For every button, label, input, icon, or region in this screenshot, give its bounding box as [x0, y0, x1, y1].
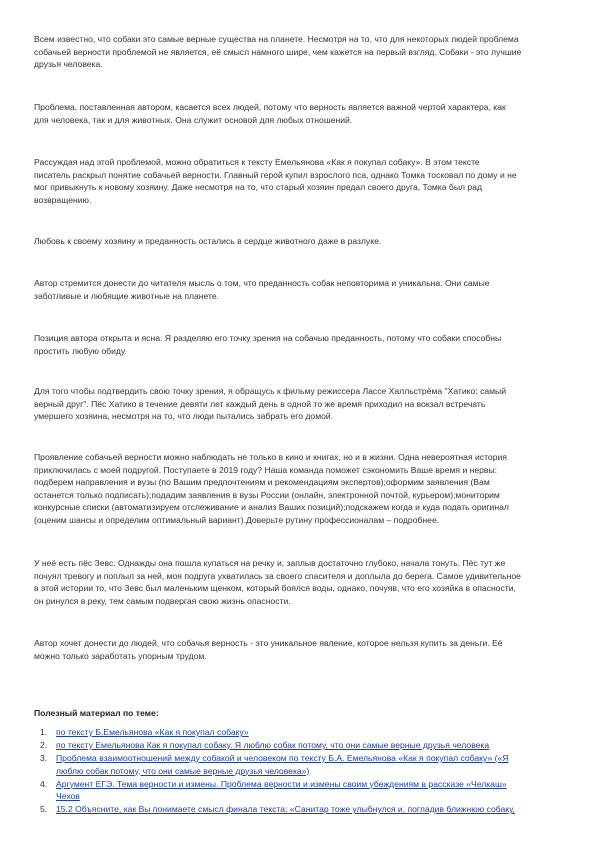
useful-link[interactable]: по тексту Б.Емельянова «Как я покупал собаку» [56, 727, 249, 737]
list-item [34, 739, 564, 752]
list-number: 5. [40, 804, 48, 814]
list-number: 1. [40, 727, 48, 737]
paragraph-zeus-story: У неё есть пёс Зевс. Однажды она пошла купаться на речку и, заплыв достаточно глубоко, начала тонуть. Пёс тут же почуял тревогу и поплыл за ней, моя подруга ухватилась за своего спасителя и доплыла до берега. Самое удивительное в этой истории то, что Зевс был маленьким щенком, который боялся воды, однако, почуяв, что его хозяйка в опасности, он ринулся в реку, тем самым подвергая свою жизнь опасности. [34, 558, 521, 606]
useful-link[interactable]: 15.2 Объясните, как Вы понимаете смысл финала текста: «Санитар тоже улыбнулся и, погладив ближнюю собаку, [56, 804, 515, 814]
useful-link[interactable]: Проблема взаимоотношений между собакой и человеком по тексту Б.А. Емельянова «Как я покупал собаку» («Я люблю собак потому, что они самые верные друзья человека») [56, 753, 509, 776]
paragraph-argument-film: Для того чтобы подтвердить свою точку зрения, я обращусь к фильму режиссера Лассе Халльстрёма "Хатико: самый верный друг". Пёс Хатико в течение девяти лет каждый день в одной то же время приходил на вокзал встречать умершего хозяина, несмотря на то, что люди пытались забрать его домой. [34, 386, 507, 421]
paragraph-author-position: Автор стремится донести до читателя мысль о том, что преданность собак неповторима и уникальна. Они самые заботливые и любящие животные на планете. [34, 278, 490, 301]
paragraph-problem: Проблема, поставленная автором, касается всех людей, потому что верность является важной чертой характера, как для человека, так и для животных. Она служит основой для любых отношений. [34, 102, 506, 125]
paragraph-life-example: Проявление собачьей верности можно наблюдать не только в кино и книгах, но и в жизни. Одна невероятная история приключилась с моей подругой. Поступаете в 2019 году? Наша команда поможет сэкономить Ваше время и нервы: подберем направления и вузы (по Вашим предпочтениям и рекомендациям экспертов);оформим заявления (Вам останется только подписать);подадим заявления в вузы России (онлайн, электронной почтой, курьером);мониторим конкурсные списки (автоматизируем отслеживание и анализ Ваших позиций);подскажем когда и куда подать оригинал (оценим шансы и определим оптимальный вариант).Доверьте рутину профессионалам – подробнее. [34, 452, 509, 525]
list-item [34, 803, 564, 816]
paragraph-agreement: Позиция автора открыта и ясна. Я разделяю его точку зрения на собачью преданность, потому что собаки способны простить любую обиду. [34, 333, 502, 356]
list-item [34, 726, 564, 739]
paragraph-conclusion: Автор хочет донести до людей, что собачья верность - это уникальное явление, которое нельзя купить за деньги. Её можно только заработать упорным трудом. [34, 638, 503, 661]
useful-material-heading: Полезный материал по теме: [34, 708, 159, 718]
list-number: 3. [40, 753, 48, 763]
paragraph-argument-book: Рассуждая над этой проблемой, можно обратиться к тексту Емельянова «Как я покупал собаку». В этом тексте писатель раскрыл понятие собачьей верности. Главный герой купил взрослого пса, однако Томка тосковал по дому и не мог привыкнуть к новому хозяину. Даже несмотря на то, что старый хозяин предал своего друга, Томка был рад возвращению. [34, 157, 517, 205]
useful-link[interactable]: Аргумент ЕГЭ. Тема верности и измены. Проблема верности и измены своим убеждениям в рассказе «Челкаш» Чехов [56, 778, 507, 801]
list-item [34, 752, 564, 777]
useful-link[interactable]: по тексту Емельянова Как я покупал собаку. Я люблю собак потому, что они самые верные друзья человека [56, 740, 490, 750]
list-item [34, 778, 564, 803]
paragraph-love: Любовь к своему хозяину и преданность остались в сердце животного даже в разлуке. [34, 236, 382, 246]
useful-links-list [34, 726, 564, 816]
list-number: 2. [40, 740, 48, 750]
list-number: 4. [40, 778, 48, 789]
paragraph-intro: Всем известно, что собаки это самые верные существа на планете. Несмотря на то, что для некоторых людей проблема собачьей верности проблемой не является, её смысл намного шире, чем кажется на первый взгляд. Собаки - это лучшие друзья человека. [34, 34, 522, 69]
